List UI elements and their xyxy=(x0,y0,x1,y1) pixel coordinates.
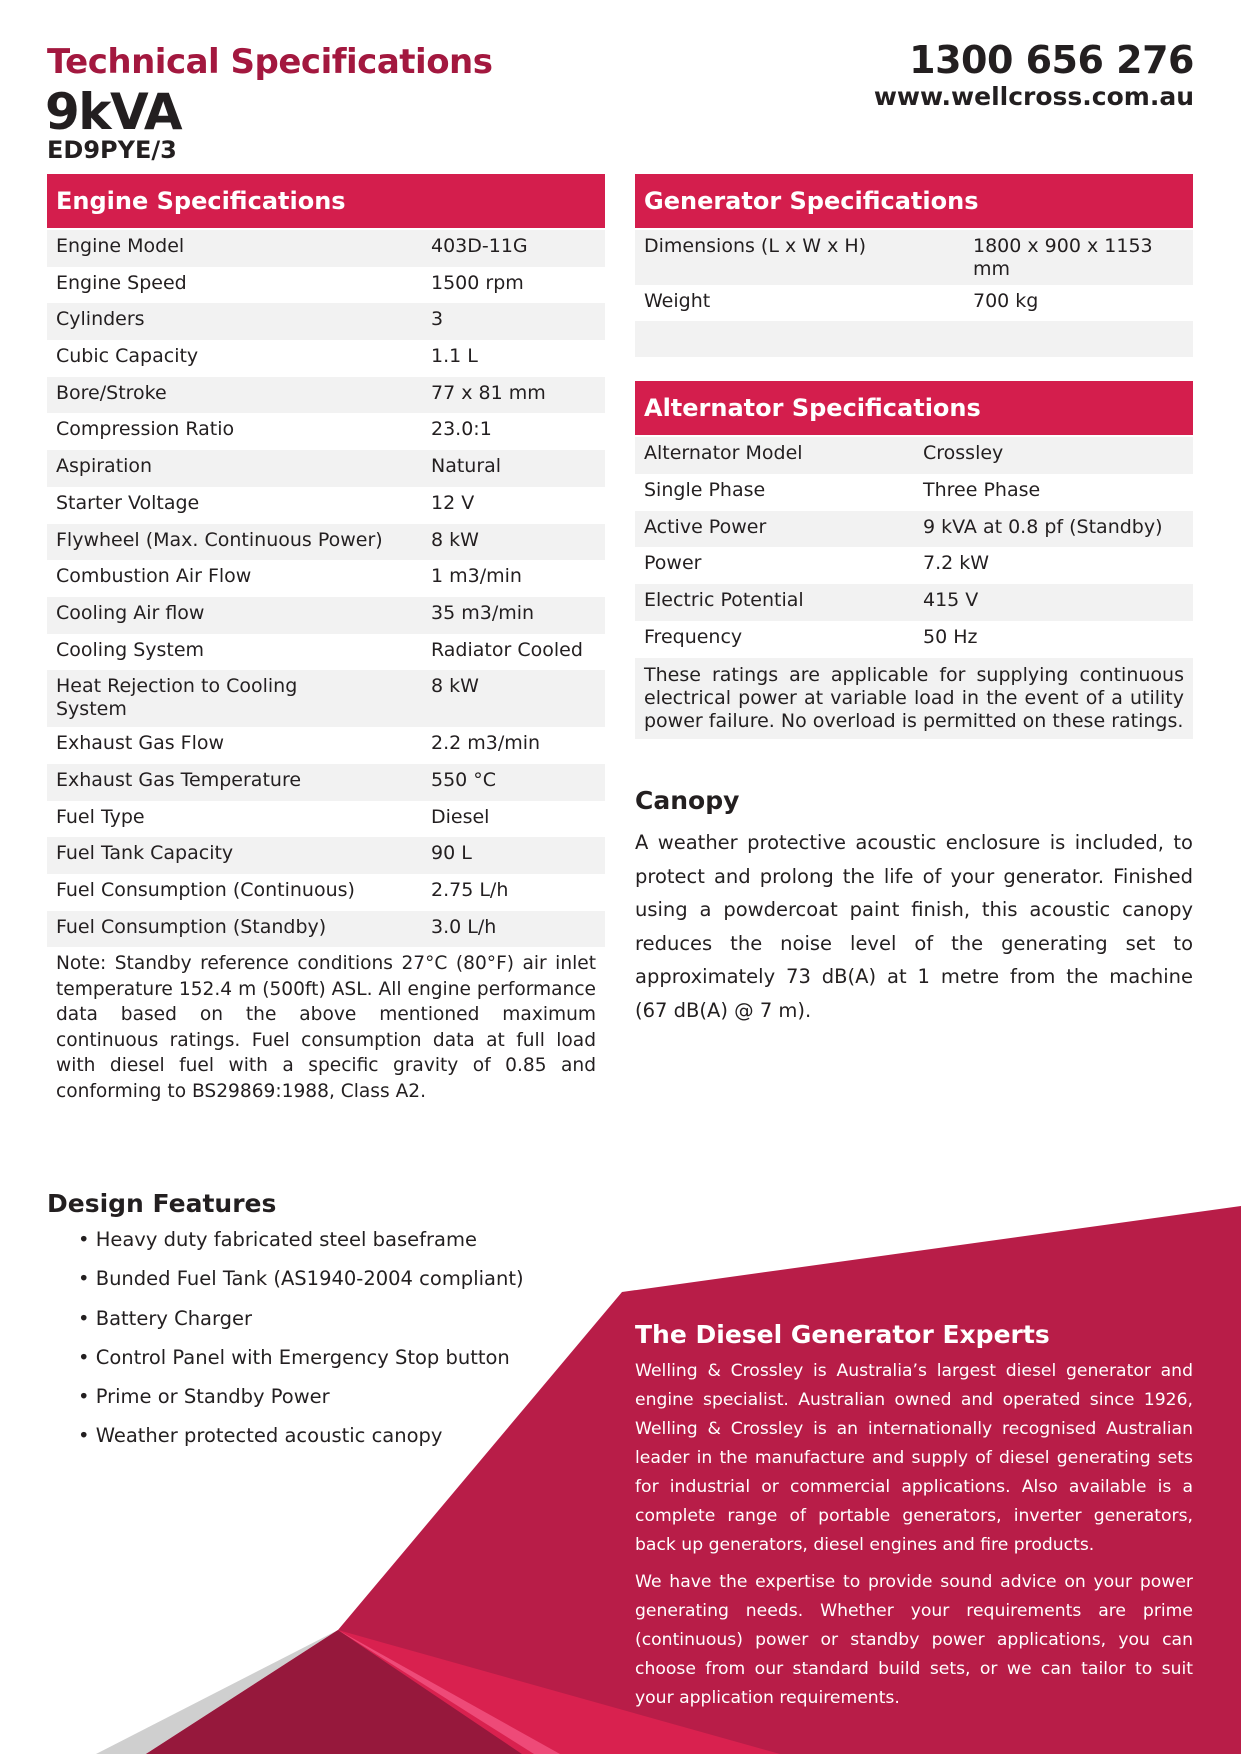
spec-label: Cooling System xyxy=(47,634,422,671)
spec-value: 2.75 L/h xyxy=(422,874,605,911)
spec-value: 403D-11G xyxy=(422,230,605,267)
spec-label: Exhaust Gas Flow xyxy=(47,727,422,764)
spec-label: Fuel Type xyxy=(47,801,422,838)
spec-label: Dimensions (L x W x H) xyxy=(635,230,964,285)
spec-label: Compression Ratio xyxy=(47,413,422,450)
table-row xyxy=(47,487,605,524)
list-item: • Battery Charger xyxy=(78,1306,253,1330)
engine-specifications-panel xyxy=(47,174,605,1108)
spec-label: Fuel Consumption (Continuous) xyxy=(47,874,422,911)
table-row xyxy=(47,560,605,597)
spec-value: Natural xyxy=(422,450,605,487)
table-row xyxy=(635,621,1193,658)
spec-value: 1800 x 900 x 1153 mm xyxy=(964,230,1193,285)
model-number: ED9PYE/3 xyxy=(47,136,177,164)
spec-value: 1 m3/min xyxy=(422,560,605,597)
table-row xyxy=(47,524,605,561)
engine-note: Note: Standby reference conditions 27°C (80°F) air inlet temperature 152.4 m (500ft) ASL. All engine performance data based on the above mentioned maximum continuous ratings. Fuel consumption data at full load with diesel fuel with a specific gravity of 0.85 and conforming to BS29869:1988, Class A2. xyxy=(56,953,596,1102)
website-link[interactable]: www.wellcross.com.au xyxy=(873,82,1194,111)
table-row xyxy=(47,670,605,727)
design-features-list xyxy=(78,1228,524,1464)
alternator-spec-table xyxy=(635,437,1193,739)
experts-paragraph: Welling & Crossley is Australia’s largest diesel generator and engine specialist. Australian owned and operated since 1926, Welling & Crossley is an internationally recognised Australian leader in the manufacture and supply of diesel generating sets for industrial or commercial applications. Also available is a complete range of portable generators, inverter generators, back up generators, diesel engines and fire products. xyxy=(635,1361,1193,1555)
table-row xyxy=(635,474,1193,511)
table-row xyxy=(47,377,605,414)
ratings-note: These ratings are applicable for supplying continuous electrical power at variable load in the event of a utility power failure. No overload is permitted on these ratings. xyxy=(635,658,1193,739)
phone-number[interactable]: 1300 656 276 xyxy=(909,38,1194,82)
table-row xyxy=(47,340,605,377)
table-row xyxy=(47,597,605,634)
experts-paragraph: We have the expertise to provide sound advice on your power generating needs. Whether your requirements are prime (continuous) power or standby power applications, you can choose from our standard build sets, or we can tailor to suit your application requirements. xyxy=(635,1572,1193,1708)
table-row xyxy=(47,267,605,304)
table-row xyxy=(635,437,1193,474)
spec-label: Cooling Air flow xyxy=(47,597,422,634)
spec-value: 2.2 m3/min xyxy=(422,727,605,764)
list-item: • Bunded Fuel Tank (AS1940-2004 compliant) xyxy=(78,1267,524,1291)
spec-value: 50 Hz xyxy=(914,621,1193,658)
table-row xyxy=(635,584,1193,621)
engine-specifications-heading: Engine Specifications xyxy=(47,174,605,228)
spec-value: 12 V xyxy=(422,487,605,524)
spec-label: Alternator Model xyxy=(635,437,914,474)
document-kicker: Technical Specifications xyxy=(47,42,493,82)
list-item: • Prime or Standby Power xyxy=(78,1385,330,1409)
spec-value: Three Phase xyxy=(914,474,1193,511)
alternator-specifications-heading: Alternator Specifications xyxy=(635,381,1193,435)
table-row xyxy=(47,801,605,838)
table-row xyxy=(635,230,1193,285)
spec-label: Weight xyxy=(635,285,964,321)
spec-value: 8 kW xyxy=(422,524,605,561)
spec-value: 7.2 kW xyxy=(914,547,1193,584)
spec-value: 8 kW xyxy=(422,670,605,727)
table-row xyxy=(47,303,605,340)
spec-label: Bore/Stroke xyxy=(47,377,422,414)
table-row xyxy=(47,727,605,764)
spec-label: Fuel Consumption (Standby) xyxy=(47,911,422,948)
table-row xyxy=(635,547,1193,584)
table-row xyxy=(47,911,605,948)
spec-label: Engine Model xyxy=(47,230,422,267)
table-row xyxy=(47,450,605,487)
page-title: 9kVA xyxy=(45,83,182,141)
spec-value: 3.0 L/h xyxy=(422,911,605,948)
generator-specifications-panel xyxy=(635,174,1193,357)
spec-value: 415 V xyxy=(914,584,1193,621)
spec-value: Crossley xyxy=(914,437,1193,474)
spec-value: 23.0:1 xyxy=(422,413,605,450)
table-row xyxy=(47,413,605,450)
table-row xyxy=(635,285,1193,321)
canopy-heading: Canopy xyxy=(635,786,740,815)
alternator-specifications-panel xyxy=(635,381,1193,739)
spec-label: Fuel Tank Capacity xyxy=(47,837,422,874)
generator-specifications-heading: Generator Specifications xyxy=(635,174,1193,228)
experts-heading: The Diesel Generator Experts xyxy=(635,1320,1050,1349)
table-row xyxy=(47,764,605,801)
design-features-heading: Design Features xyxy=(47,1189,277,1218)
spec-label: Single Phase xyxy=(635,474,914,511)
spec-value: 35 m3/min xyxy=(422,597,605,634)
spec-value: 700 kg xyxy=(964,285,1193,321)
spec-value: 9 kVA at 0.8 pf (Standby) xyxy=(914,511,1193,548)
list-item: • Control Panel with Emergency Stop button xyxy=(78,1345,510,1369)
list-item: • Heavy duty fabricated steel baseframe xyxy=(78,1228,477,1251)
spec-label: Electric Potential xyxy=(635,584,914,621)
spec-label: Aspiration xyxy=(47,450,422,487)
spec-value: Diesel xyxy=(422,801,605,838)
table-row xyxy=(47,634,605,671)
table-row xyxy=(47,874,605,911)
spec-label: Heat Rejection to Cooling System xyxy=(47,670,422,727)
spec-label: Power xyxy=(635,547,914,584)
table-row xyxy=(47,837,605,874)
table-row xyxy=(635,658,1193,739)
spec-label: Frequency xyxy=(635,621,914,658)
spec-value: 1500 rpm xyxy=(422,267,605,304)
spec-label: Exhaust Gas Temperature xyxy=(47,764,422,801)
spec-label: Starter Voltage xyxy=(47,487,422,524)
canopy-description: A weather protective acoustic enclosure is included, to protect and prolong the life of your generator. Finished using a powdercoat paint finish, this acoustic canopy reduces the noise level of the generating set to approximately 73 dB(A) at 1 metre from the machine (67 dB(A) @ 7 m). xyxy=(635,831,1193,1022)
spec-value: Radiator Cooled xyxy=(422,634,605,671)
spec-label: Flywheel (Max. Continuous Power) xyxy=(47,524,422,561)
spec-label: Engine Speed xyxy=(47,267,422,304)
spec-value: 90 L xyxy=(422,837,605,874)
spec-value: 3 xyxy=(422,303,605,340)
table-row xyxy=(47,230,605,267)
spec-value: 77 x 81 mm xyxy=(422,377,605,414)
spec-value xyxy=(964,321,1193,357)
list-item: • Weather protected acoustic canopy xyxy=(78,1424,443,1448)
spec-label: Cubic Capacity xyxy=(47,340,422,377)
engine-spec-table xyxy=(47,230,605,947)
spec-label xyxy=(635,321,964,357)
spec-label: Cylinders xyxy=(47,303,422,340)
spec-label: Active Power xyxy=(635,511,914,548)
spec-value: 1.1 L xyxy=(422,340,605,377)
generator-spec-table xyxy=(635,230,1193,357)
spec-value: 550 °C xyxy=(422,764,605,801)
spec-label: Combustion Air Flow xyxy=(47,560,422,597)
table-row xyxy=(635,321,1193,357)
table-row xyxy=(635,511,1193,548)
